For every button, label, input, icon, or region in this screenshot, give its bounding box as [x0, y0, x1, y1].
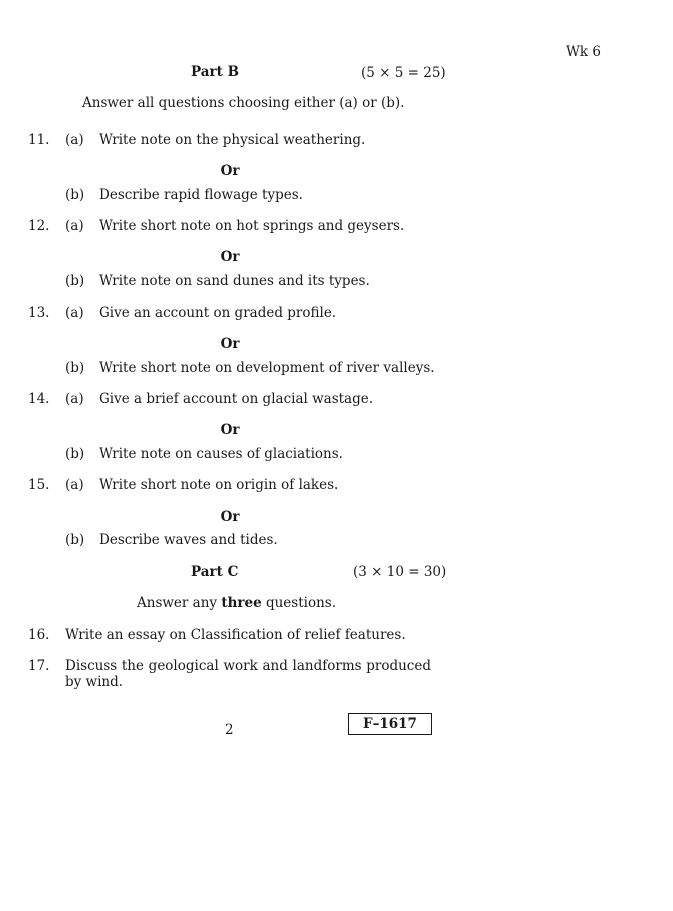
question-text: Discuss the geological work and landforms produced by wind. — [65, 658, 431, 690]
instruction-emphasis: three — [221, 595, 262, 611]
option-b-label: (b) — [65, 360, 85, 376]
or-separator: Or — [220, 422, 240, 438]
option-a-label: (a) — [65, 477, 84, 493]
page-number: 2 — [225, 722, 234, 738]
option-a-text: Write short note on origin of lakes. — [99, 477, 339, 493]
option-b-label: (b) — [65, 532, 85, 548]
option-b-text: Write note on sand dunes and its types. — [99, 273, 370, 289]
option-a-text: Give a brief account on glacial wastage. — [99, 391, 374, 407]
option-a-label: (a) — [65, 391, 84, 407]
part-b-marks: (5 × 5 = 25) — [361, 65, 446, 81]
option-b-label: (b) — [65, 273, 85, 289]
question-number: 12. — [28, 218, 50, 234]
instruction-prefix: Answer any — [137, 595, 218, 611]
option-b-text: Describe waves and tides. — [99, 532, 278, 548]
option-a-text: Write short note on hot springs and geysers. — [99, 218, 405, 234]
question-number: 16. — [28, 627, 50, 643]
option-a-label: (a) — [65, 132, 84, 148]
option-b-label: (b) — [65, 446, 85, 462]
option-a-label: (a) — [65, 305, 84, 321]
part-c-marks: (3 × 10 = 30) — [353, 564, 447, 580]
page-tag: Wk 6 — [566, 44, 601, 60]
question-number: 14. — [28, 391, 50, 407]
or-separator: Or — [220, 163, 240, 179]
part-c-title: Part C — [191, 564, 239, 580]
or-separator: Or — [220, 336, 240, 352]
or-separator: Or — [220, 509, 240, 525]
question-text: Write an essay on Classification of relief features. — [65, 627, 406, 643]
question-number: 17. — [28, 658, 50, 674]
paper-code: F–1617 — [348, 713, 432, 735]
option-a-text: Give an account on graded profile. — [99, 305, 337, 321]
part-c-instruction — [137, 595, 336, 611]
or-separator: Or — [220, 249, 240, 265]
option-a-label: (a) — [65, 218, 84, 234]
instruction-suffix: questions. — [265, 595, 337, 611]
part-b-title: Part B — [191, 64, 239, 80]
option-a-text: Write note on the physical weathering. — [99, 132, 366, 148]
option-b-text: Describe rapid flowage types. — [99, 187, 303, 203]
question-number: 11. — [28, 132, 50, 148]
question-number: 15. — [28, 477, 50, 493]
option-b-text: Write note on causes of glaciations. — [99, 446, 343, 462]
option-b-label: (b) — [65, 187, 85, 203]
question-number: 13. — [28, 305, 50, 321]
option-b-text: Write short note on development of river valleys. — [99, 360, 435, 376]
part-b-instruction: Answer all questions choosing either (a) or (b). — [82, 95, 405, 111]
